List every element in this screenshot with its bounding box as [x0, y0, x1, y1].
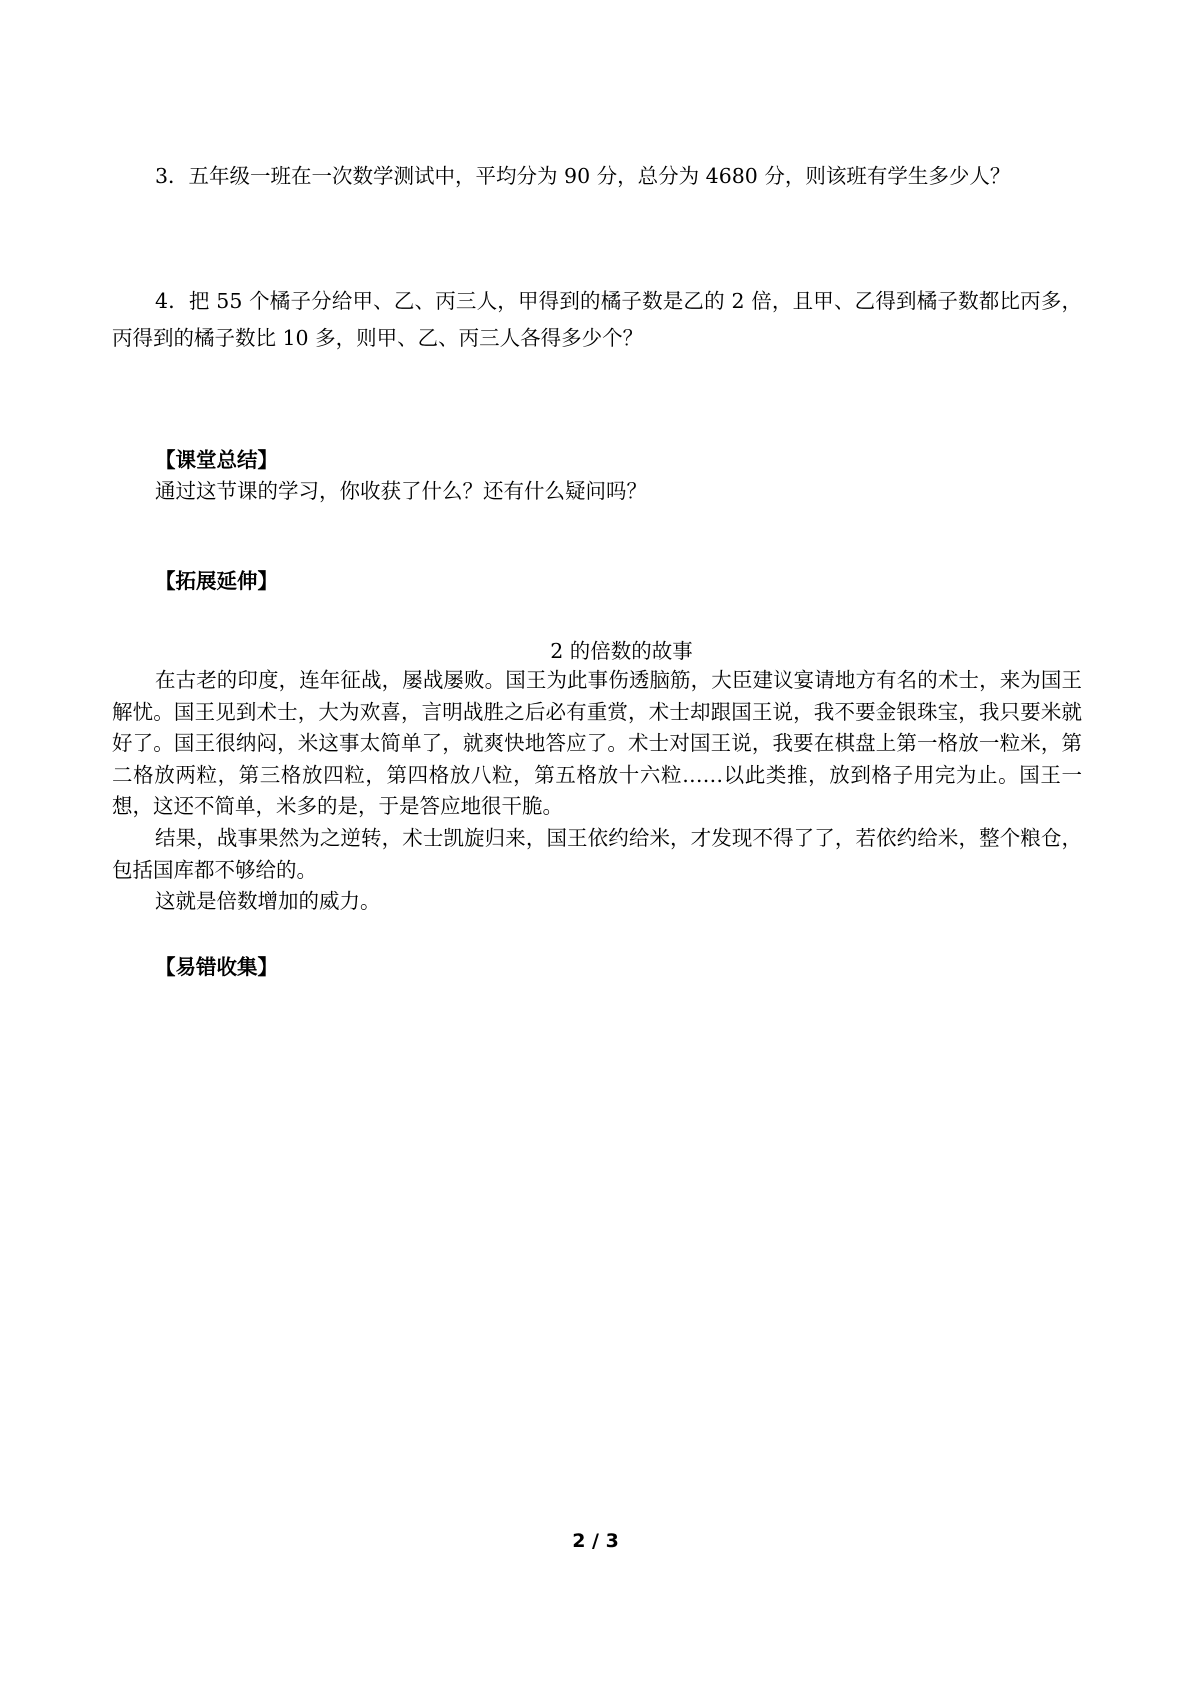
story-title: 2 的倍数的故事 — [550, 639, 693, 663]
summary-heading: 【课堂总结】 — [155, 448, 278, 472]
problem-3-text: 3．五年级一班在一次数学测试中，平均分为 90 分，总分为 4680 分，则该班有学生多少人？ — [155, 164, 1011, 188]
summary-text: 通过这节课的学习，你收获了什么？还有什么疑问吗？ — [155, 479, 647, 503]
page-number: 2 / 3 — [572, 1530, 619, 1552]
problem-3 — [112, 158, 1082, 195]
extension-heading: 【拓展延伸】 — [155, 569, 278, 593]
problem-4 — [112, 283, 1082, 357]
problem-4-text: 4．把 55 个橘子分给甲、乙、丙三人，甲得到的橘子数是乙的 2 倍，且甲、乙得到橘子数都比丙多，丙得到的橘子数比 10 多，则甲、乙、丙三人各得多少个？ — [112, 289, 1082, 350]
story-paragraph-3: 这就是倍数增加的威力。 — [155, 889, 381, 914]
story-paragraph-2: 结果，战事果然为之逆转，术士凯旋归来，国王依约给米，才发现不得了了，若依约给米，整个粮仓，包括国库都不够给的。 — [112, 825, 1082, 882]
mistakes-heading: 【易错收集】 — [155, 955, 278, 979]
story-body — [112, 665, 1082, 918]
story-paragraph-1: 在古老的印度，连年征战，屡战屡败。国王为此事伤透脑筋，大臣建议宴请地方有名的术士，来为国王解忧。国王见到术士，大为欢喜，言明战胜之后必有重赏，术士却跟国王说，我不要金银珠宝，我只要米就好了。国王很纳闷，米这事太简单了，就爽快地答应了。术士对国王说，我要在棋盘上第一格放一粒米，第二格放两粒，第三格放四粒，第四格放八粒，第五格放十六粒……以此类推，放到格子用完为止。国王一想，这还不简单，米多的是，于是答应地很干脆。 — [112, 668, 1082, 819]
